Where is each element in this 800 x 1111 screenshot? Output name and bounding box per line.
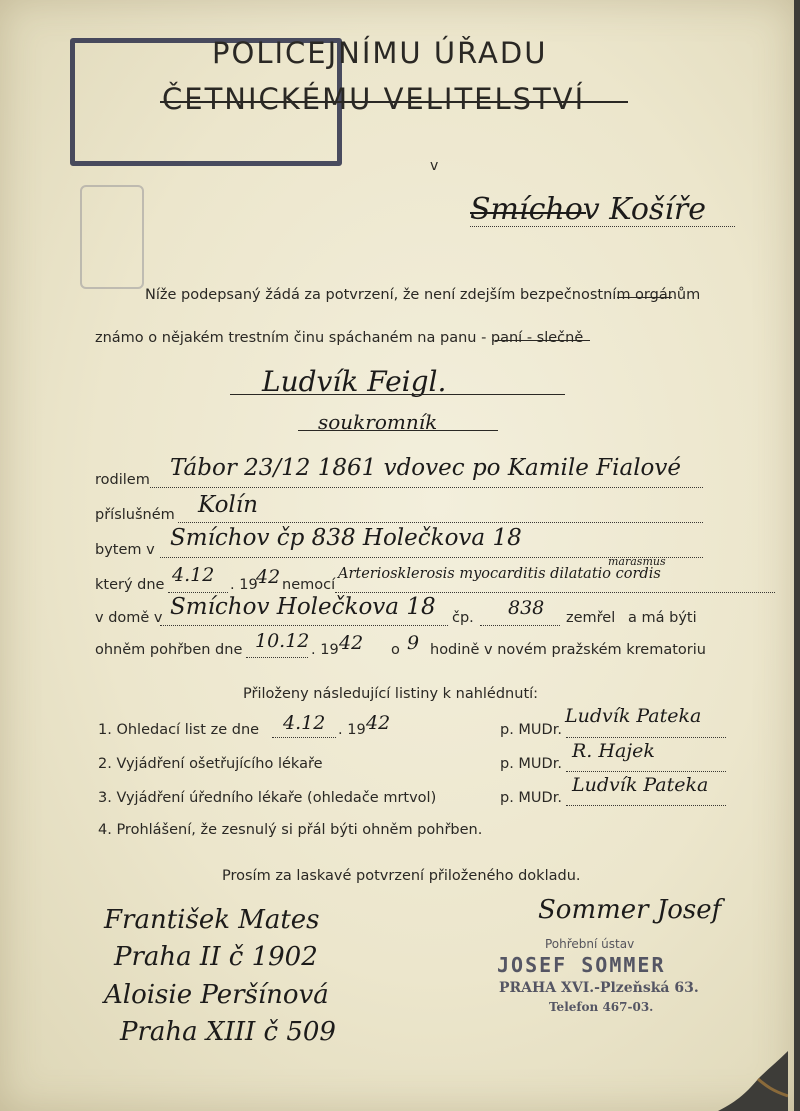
house-value: Smíchov Holečkova 18 xyxy=(170,594,436,620)
funeral-stamp-line-1: Pohřební ústav xyxy=(545,937,635,951)
company-signature: Sommer Josef xyxy=(538,895,722,925)
intro-strike-1 xyxy=(617,297,672,298)
doctor-2-prefix: p. MUDr. xyxy=(500,756,562,772)
attachment-4-label: 4. Prohlášení, že zesnulý si přál býti ohněm pohřben. xyxy=(98,822,483,838)
disease-value: Arteriosklerosis myocarditis dilatatio cordis xyxy=(338,566,661,582)
header-v: v xyxy=(430,158,439,174)
request-line: Prosím za laskavé potvrzení přiloženého dokladu. xyxy=(222,868,581,884)
hour-value: 9 xyxy=(407,632,420,654)
attachment-2-label: 2. Vyjádření ošetřujícího lékaře xyxy=(98,756,323,772)
death-year: 42 xyxy=(256,566,281,588)
attachment-1-year: 42 xyxy=(366,712,391,734)
prislusnem-dotted xyxy=(178,522,703,523)
death-date: 4.12 xyxy=(172,564,215,586)
doctor-3-prefix: p. MUDr. xyxy=(500,790,562,806)
doctor-3-dotted xyxy=(566,805,726,806)
rodilem-value: Tábor 23/12 1861 vdovec po Kamile Fialové xyxy=(170,455,681,481)
disease-above: marasmus xyxy=(608,555,666,568)
burial-year: 42 xyxy=(339,632,364,654)
intro-line-1: Níže podepsaný žádá za potvrzení, že není zdejším bezpečnostním orgánům xyxy=(145,287,701,303)
death-year-prefix: . 19 xyxy=(230,577,258,593)
o-label: o xyxy=(391,642,400,658)
burial-label: ohněm pohřben dne xyxy=(95,642,243,658)
intro-strike-2 xyxy=(495,340,590,341)
doctor-1-name: Ludvík Pateka xyxy=(565,705,702,727)
occupation-underline xyxy=(298,430,498,431)
death-date-dotted xyxy=(168,592,228,593)
bytem-value: Smíchov čp 838 Holečkova 18 xyxy=(170,525,522,551)
nemoci-label: nemocí xyxy=(282,577,336,593)
doctor-2-dotted xyxy=(566,771,726,772)
funeral-stamp-line-4: Telefon 467-03. xyxy=(549,1000,654,1014)
house-dotted xyxy=(160,625,448,626)
witness-1-address: Praha II č 1902 xyxy=(114,942,318,972)
intro-line-2: známo o nějakém trestním činu spáchaném na panu - paní - slečně xyxy=(95,330,584,346)
doctor-2-name: R. Hajek xyxy=(572,740,655,762)
funeral-stamp-line-2: JOSEF SOMMER xyxy=(497,953,666,977)
witness-1-name: František Mates xyxy=(104,905,320,935)
attachment-1-year-prefix: . 19 xyxy=(338,722,366,738)
rodilem-dotted xyxy=(150,487,703,488)
burial-date-dotted xyxy=(246,657,308,658)
torn-corner xyxy=(718,1051,788,1111)
prislusnem-value: Kolín xyxy=(198,492,258,518)
burial-year-prefix: . 19 xyxy=(311,642,339,658)
doctor-3-name: Ludvík Pateka xyxy=(572,774,709,796)
city-handwritten: Smíchov Košíře xyxy=(470,192,707,227)
person-occupation: soukromník xyxy=(318,410,438,434)
burial-date: 10.12 xyxy=(255,630,310,652)
person-name: Ludvík Feigl. xyxy=(262,365,447,398)
scan-edge xyxy=(794,0,800,1111)
witness-2-name: Aloisie Peršínová xyxy=(104,980,329,1010)
cp-value: 838 xyxy=(508,597,545,619)
zemrel-label: zemřel xyxy=(566,610,616,626)
attachment-3-label: 3. Vyjádření úředního lékaře (ohledače mrtvol) xyxy=(98,790,437,806)
funeral-stamp-line-3: PRAHA XVI.-Plzeňská 63. xyxy=(499,980,699,996)
doctor-1-dotted xyxy=(566,737,726,738)
cp-dotted xyxy=(480,625,560,626)
doctor-1-prefix: p. MUDr. xyxy=(500,722,562,738)
city-dotted-line xyxy=(470,226,735,227)
header-title-police: POLICEJNÍMU ÚŘADU xyxy=(212,36,548,70)
zemrel-after: a má býti xyxy=(628,610,697,626)
attachment-1-date: 4.12 xyxy=(283,712,326,734)
cp-label: čp. xyxy=(452,610,474,626)
header-title-gendarmerie: ČETNICKÉMU VELITELSTVÍ xyxy=(162,82,586,116)
city-strike-line xyxy=(470,212,586,214)
rodilem-label: rodilem xyxy=(95,472,150,488)
v-dome-label: v domě v xyxy=(95,610,163,626)
attachments-title: Přiloženy následující listiny k nahlédnutí: xyxy=(243,686,539,702)
attachment-1-label: 1. Ohledací list ze dne xyxy=(98,722,260,738)
faint-stamp xyxy=(80,185,144,289)
attachment-1-date-dotted xyxy=(272,737,336,738)
hodine-label: hodině v novém pražském krematoriu xyxy=(430,642,706,658)
ktery-dne-label: který dne xyxy=(95,577,165,593)
witness-2-address: Praha XIII č 509 xyxy=(120,1017,336,1047)
bytem-label: bytem v xyxy=(95,542,155,558)
prislusnem-label: příslušném xyxy=(95,507,175,523)
header-strike-line xyxy=(160,101,628,103)
name-underline xyxy=(230,394,565,395)
disease-dotted xyxy=(335,592,775,593)
